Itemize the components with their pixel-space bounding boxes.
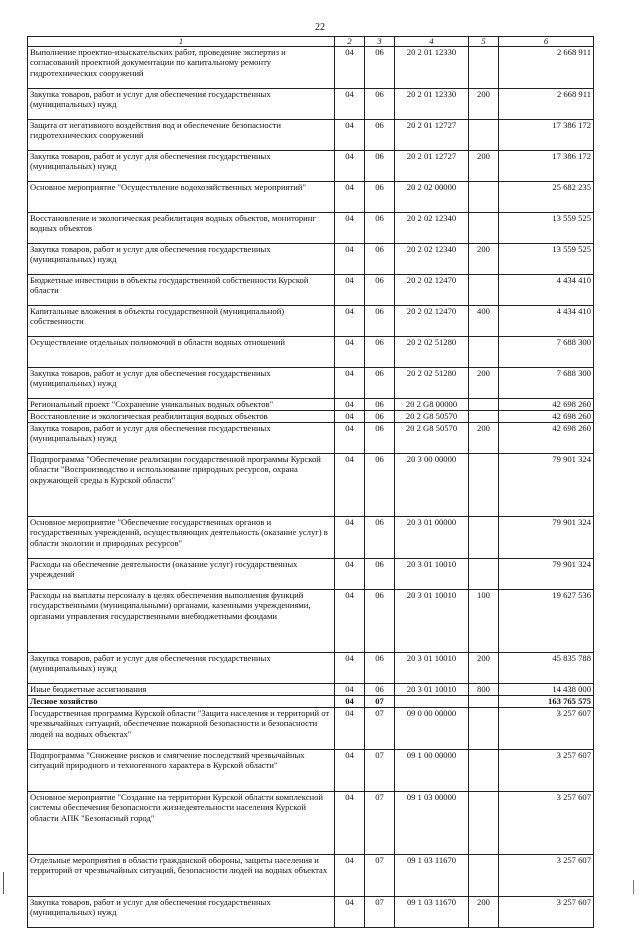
row-target-code-cell: 20 2 01 12330 [395, 47, 469, 89]
table-row [28, 897, 594, 928]
row-subsection-cell: 06 [365, 120, 395, 151]
row-section-cell: 04 [335, 244, 365, 275]
row-amount-cell: 19 627 536 [499, 590, 594, 653]
row-section-cell: 04 [335, 454, 365, 517]
row-subsection-cell: 06 [365, 517, 395, 559]
row-name-cell: Основное мероприятие "Обеспечение государственных органов и государственных учреждений, осуществляющих деятельность (оказание услуг) в области экологии и природных ресурсов" [28, 517, 335, 559]
row-target-code-cell: 20 2 01 12330 [395, 89, 469, 120]
row-name-cell: Основное мероприятие "Создание на территории Курской области комплексной системы обеспечения безопасности жизнедеятельности населения Курской области АПК "Безопасный город" [28, 792, 335, 855]
table-row [28, 653, 594, 684]
row-amount-cell: 42 698 260 [499, 399, 594, 411]
row-subsection-cell: 07 [365, 855, 395, 897]
row-subsection-cell: 07 [365, 696, 395, 708]
row-subsection-cell: 06 [365, 182, 395, 213]
row-name-cell: Выполнение проектно-изыскательских работ, проведение экспертиз и согласований проектной документации по капитальному ремонту гидротехнических сооружений [28, 47, 335, 89]
row-target-code-cell: 20 3 01 10010 [395, 559, 469, 590]
row-expense-type-cell [469, 708, 499, 750]
row-subsection-cell: 06 [365, 151, 395, 182]
row-expense-type-cell: 200 [469, 368, 499, 399]
row-amount-cell: 3 257 607 [499, 708, 594, 750]
row-section-cell: 04 [335, 708, 365, 750]
table-row [28, 47, 594, 89]
row-name-cell: Основное мероприятие "Осуществление водохозяйственных мероприятий" [28, 182, 335, 213]
row-target-code-cell: 20 2 02 51280 [395, 337, 469, 368]
row-name-cell: Закупка товаров, работ и услуг для обеспечения государственных (муниципальных) нужд [28, 897, 335, 928]
row-subsection-cell: 06 [365, 244, 395, 275]
row-expense-type-cell: 100 [469, 590, 499, 653]
row-amount-cell: 7 688 300 [499, 337, 594, 368]
table-row [28, 708, 594, 750]
row-subsection-cell: 06 [365, 590, 395, 653]
row-amount-cell: 4 434 410 [499, 306, 594, 337]
table-row [28, 696, 594, 708]
row-target-code-cell: 20 2 02 12340 [395, 213, 469, 244]
row-amount-cell: 163 765 575 [499, 696, 594, 708]
table-row [28, 182, 594, 213]
column-header: 4 [395, 37, 469, 47]
row-amount-cell: 42 698 260 [499, 411, 594, 423]
row-target-code-cell: 20 2 01 12727 [395, 151, 469, 182]
row-expense-type-cell [469, 454, 499, 517]
row-target-code-cell: 20 3 01 10010 [395, 653, 469, 684]
row-expense-type-cell: 200 [469, 244, 499, 275]
row-name-cell: Подпрограмма "Снижение рисков и смягчение последствий чрезвычайных ситуаций природного и техногенного характера в Курской области" [28, 750, 335, 792]
row-expense-type-cell: 200 [469, 897, 499, 928]
row-expense-type-cell [469, 47, 499, 89]
row-expense-type-cell [469, 792, 499, 855]
row-section-cell: 04 [335, 182, 365, 213]
row-amount-cell: 45 835 788 [499, 653, 594, 684]
table-row [28, 399, 594, 411]
row-amount-cell: 79 901 324 [499, 559, 594, 590]
row-expense-type-cell [469, 559, 499, 590]
row-amount-cell: 2 668 911 [499, 47, 594, 89]
row-target-code-cell: 09 0 00 00000 [395, 708, 469, 750]
row-name-cell: Лесное хозяйство [28, 696, 335, 708]
row-amount-cell: 14 438 000 [499, 684, 594, 696]
row-subsection-cell: 06 [365, 559, 395, 590]
table-row [28, 454, 594, 517]
row-name-cell: Капитальные вложения в объекты государственной (муниципальной) собственности [28, 306, 335, 337]
row-section-cell: 04 [335, 559, 365, 590]
row-expense-type-cell [469, 750, 499, 792]
row-subsection-cell: 06 [365, 213, 395, 244]
row-subsection-cell: 06 [365, 653, 395, 684]
table-row [28, 306, 594, 337]
row-name-cell: Восстановление и экологическая реабилитация водных объектов, мониторинг водных объектов [28, 213, 335, 244]
row-expense-type-cell [469, 399, 499, 411]
row-subsection-cell: 06 [365, 337, 395, 368]
table-row [28, 337, 594, 368]
row-name-cell: Государственная программа Курской области "Защита населения и территорий от чрезвычайных ситуаций, обеспечение пожарной безопасности и безопасности людей на водных объектах" [28, 708, 335, 750]
row-section-cell: 04 [335, 213, 365, 244]
row-expense-type-cell: 400 [469, 306, 499, 337]
row-section-cell: 04 [335, 399, 365, 411]
row-section-cell: 04 [335, 423, 365, 454]
column-header: 1 [28, 37, 335, 47]
row-subsection-cell: 06 [365, 306, 395, 337]
row-name-cell: Закупка товаров, работ и услуг для обеспечения государственных (муниципальных) нужд [28, 89, 335, 120]
page-number: 22 [315, 22, 325, 33]
row-section-cell: 04 [335, 750, 365, 792]
row-name-cell: Восстановление и экологическая реабилитация водных объектов [28, 411, 335, 423]
row-subsection-cell: 06 [365, 684, 395, 696]
row-section-cell: 04 [335, 275, 365, 306]
row-name-cell: Закупка товаров, работ и услуг для обеспечения государственных (муниципальных) нужд [28, 653, 335, 684]
row-name-cell: Региональный проект "Сохранение уникальных водных объектов" [28, 399, 335, 411]
row-expense-type-cell [469, 182, 499, 213]
row-target-code-cell: 20 3 01 00000 [395, 517, 469, 559]
table-row [28, 750, 594, 792]
row-target-code-cell: 20 2 G8 50570 [395, 423, 469, 454]
row-amount-cell: 79 901 324 [499, 517, 594, 559]
row-amount-cell: 17 386 172 [499, 151, 594, 182]
row-expense-type-cell [469, 696, 499, 708]
row-target-code-cell: 09 1 03 00000 [395, 792, 469, 855]
row-target-code-cell: 20 2 02 12470 [395, 275, 469, 306]
row-amount-cell: 42 698 260 [499, 423, 594, 454]
row-section-cell: 04 [335, 89, 365, 120]
row-expense-type-cell [469, 120, 499, 151]
row-amount-cell: 17 386 172 [499, 120, 594, 151]
row-section-cell: 04 [335, 590, 365, 653]
row-amount-cell: 13 559 525 [499, 244, 594, 275]
row-subsection-cell: 06 [365, 399, 395, 411]
row-target-code-cell: 20 2 02 00000 [395, 182, 469, 213]
row-amount-cell: 3 257 607 [499, 750, 594, 792]
row-subsection-cell: 07 [365, 708, 395, 750]
table-row [28, 120, 594, 151]
column-header: 6 [499, 37, 594, 47]
row-section-cell: 04 [335, 337, 365, 368]
row-section-cell: 04 [335, 306, 365, 337]
row-section-cell: 04 [335, 151, 365, 182]
column-header: 3 [365, 37, 395, 47]
column-header: 5 [469, 37, 499, 47]
table-row [28, 517, 594, 559]
row-subsection-cell: 06 [365, 89, 395, 120]
row-target-code-cell [395, 696, 469, 708]
row-target-code-cell: 09 1 00 00000 [395, 750, 469, 792]
row-name-cell: Иные бюджетные ассигнования [28, 684, 335, 696]
row-name-cell: Закупка товаров, работ и услуг для обеспечения государственных (муниципальных) нужд [28, 151, 335, 182]
table-row [28, 368, 594, 399]
row-expense-type-cell [469, 517, 499, 559]
table-row [28, 684, 594, 696]
row-amount-cell: 3 257 607 [499, 792, 594, 855]
table-row [28, 423, 594, 454]
row-section-cell: 04 [335, 855, 365, 897]
table-header-row [28, 37, 594, 47]
row-target-code-cell: 20 2 G8 50570 [395, 411, 469, 423]
row-name-cell: Осуществление отдельных полномочий в области водных отношений [28, 337, 335, 368]
row-amount-cell: 25 682 235 [499, 182, 594, 213]
row-target-code-cell: 20 2 G8 00000 [395, 399, 469, 411]
row-target-code-cell: 20 2 02 51280 [395, 368, 469, 399]
row-expense-type-cell: 200 [469, 151, 499, 182]
row-name-cell: Бюджетные инвестиции в объекты государственной собственности Курской области [28, 275, 335, 306]
table-row [28, 275, 594, 306]
row-target-code-cell: 20 2 01 12727 [395, 120, 469, 151]
row-target-code-cell: 20 2 02 12470 [395, 306, 469, 337]
row-expense-type-cell [469, 855, 499, 897]
table-row [28, 89, 594, 120]
row-subsection-cell: 06 [365, 423, 395, 454]
row-name-cell: Отдельные мероприятия в области гражданской обороны, защиты населения и территорий от чрезвычайных ситуаций, безопасности людей на водных объектах [28, 855, 335, 897]
column-header: 2 [335, 37, 365, 47]
row-target-code-cell: 20 3 01 10010 [395, 590, 469, 653]
row-expense-type-cell: 200 [469, 653, 499, 684]
row-section-cell: 04 [335, 411, 365, 423]
row-expense-type-cell [469, 337, 499, 368]
row-section-cell: 04 [335, 368, 365, 399]
left-scan-edge [3, 872, 4, 894]
table-row [28, 151, 594, 182]
row-subsection-cell: 06 [365, 368, 395, 399]
row-name-cell: Расходы на обеспечение деятельности (оказание услуг) государственных учреждений [28, 559, 335, 590]
row-expense-type-cell [469, 411, 499, 423]
row-amount-cell: 4 434 410 [499, 275, 594, 306]
row-target-code-cell: 20 3 00 00000 [395, 454, 469, 517]
table-row [28, 590, 594, 653]
row-amount-cell: 13 559 525 [499, 213, 594, 244]
row-section-cell: 04 [335, 517, 365, 559]
row-target-code-cell: 20 2 02 12340 [395, 244, 469, 275]
row-subsection-cell: 06 [365, 454, 395, 517]
row-subsection-cell: 07 [365, 750, 395, 792]
row-expense-type-cell [469, 275, 499, 306]
row-target-code-cell: 09 1 03 11670 [395, 855, 469, 897]
budget-table [27, 36, 594, 928]
row-amount-cell: 3 257 607 [499, 855, 594, 897]
row-section-cell: 04 [335, 897, 365, 928]
row-target-code-cell: 20 3 01 10010 [395, 684, 469, 696]
table-row [28, 213, 594, 244]
row-section-cell: 04 [335, 653, 365, 684]
row-section-cell: 04 [335, 792, 365, 855]
row-section-cell: 04 [335, 47, 365, 89]
row-name-cell: Защита от негативного воздействия вод и обеспечение безопасности гидротехнических сооружений [28, 120, 335, 151]
row-expense-type-cell: 800 [469, 684, 499, 696]
right-scan-edge [633, 880, 634, 894]
row-name-cell: Расходы на выплаты персоналу в целях обеспечения выполнения функций государственными (муниципальными) органами, казенными учреждениями, органами управления государственными внебюджетными фондами [28, 590, 335, 653]
row-name-cell: Закупка товаров, работ и услуг для обеспечения государственных (муниципальных) нужд [28, 423, 335, 454]
table-row [28, 244, 594, 275]
table-row [28, 855, 594, 897]
row-section-cell: 04 [335, 120, 365, 151]
row-subsection-cell: 06 [365, 275, 395, 306]
row-name-cell: Подпрограмма "Обеспечение реализации государственной программы Курской области "Воспроизводство и использование природных ресурсов, охрана окружающей среды в Курской области" [28, 454, 335, 517]
row-expense-type-cell: 200 [469, 89, 499, 120]
row-subsection-cell: 06 [365, 47, 395, 89]
row-amount-cell: 2 668 911 [499, 89, 594, 120]
row-subsection-cell: 07 [365, 792, 395, 855]
row-subsection-cell: 06 [365, 411, 395, 423]
row-expense-type-cell [469, 213, 499, 244]
row-amount-cell: 79 901 324 [499, 454, 594, 517]
row-name-cell: Закупка товаров, работ и услуг для обеспечения государственных (муниципальных) нужд [28, 244, 335, 275]
row-section-cell: 04 [335, 696, 365, 708]
row-expense-type-cell: 200 [469, 423, 499, 454]
row-amount-cell: 3 257 607 [499, 897, 594, 928]
table-row [28, 559, 594, 590]
table-row [28, 792, 594, 855]
row-subsection-cell: 07 [365, 897, 395, 928]
row-name-cell: Закупка товаров, работ и услуг для обеспечения государственных (муниципальных) нужд [28, 368, 335, 399]
row-section-cell: 04 [335, 684, 365, 696]
row-target-code-cell: 09 1 03 11670 [395, 897, 469, 928]
row-amount-cell: 7 688 300 [499, 368, 594, 399]
table-row [28, 411, 594, 423]
